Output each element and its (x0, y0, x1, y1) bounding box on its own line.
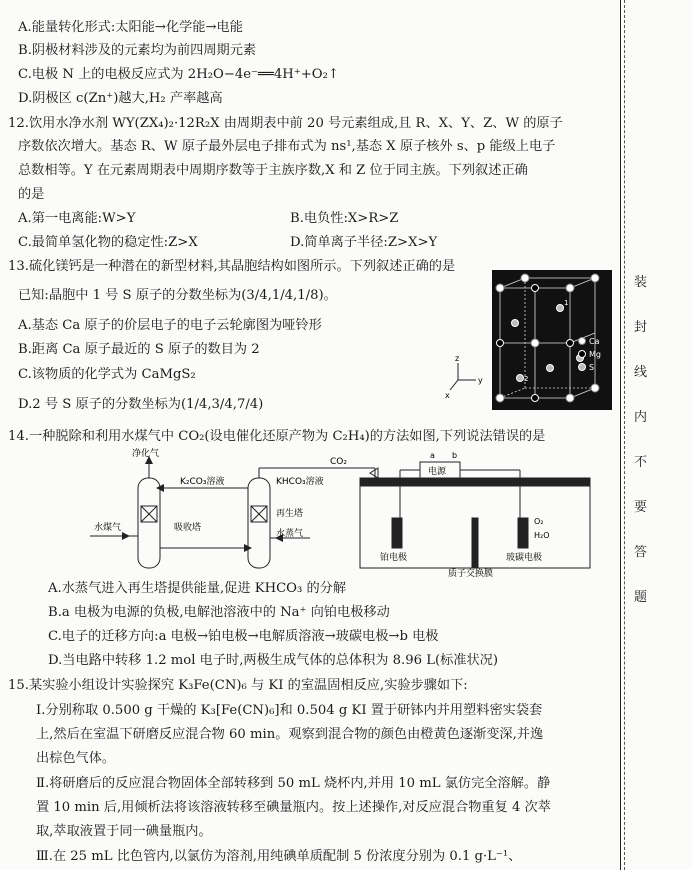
label-absorber-tower: 吸收塔 (174, 523, 202, 533)
label-regenerator-tower: 再生塔 (276, 509, 304, 519)
label-water-gas: 水煤气 (94, 523, 122, 533)
q14-option-a: A.水蒸气进入再生塔提供能量,促进 KHCO₃ 的分解 (48, 581, 347, 596)
label-steam: 水蒸气 (276, 529, 304, 539)
legend-s-marker (579, 364, 586, 371)
label-electrode-a: a (430, 451, 435, 460)
q12-stem-line-3: 总数相等。Y 在元素周期表中周期序数等于主族序数,X 和 Z 位于同主族。下列叙述正确 (18, 163, 528, 178)
q15-body-line-5: 置 10 min 后,用倾析法将该溶液转移至碘量瓶内。按上述操作,对反应混合物重复 4 次萃 (36, 800, 551, 815)
legend-ca-label: Ca (589, 337, 600, 346)
q11-option-d: D.阴极区 c(Zn⁺)越大,H₂ 产率越高 (18, 91, 223, 106)
seal-char-6: 要 (634, 500, 648, 515)
seal-char-3: 线 (634, 365, 648, 380)
label-glassy-carbon-electrode: 玻碳电极 (506, 553, 543, 563)
q13-option-a: A.基态 Ca 原子的价层电子的电子云轮廓图为哑铃形 (18, 318, 322, 333)
q11-option-c: C.电极 N 上的电极反应式为 2H₂O−4e⁻══4H⁺+O₂↑ (18, 67, 339, 82)
legend-s-label: S (589, 363, 595, 372)
q15-body-line-3: 出棕色气体。 (36, 751, 116, 766)
q13-option-d: D.2 号 S 原子的分数坐标为(1/4,3/4,7/4) (18, 397, 264, 412)
q11-option-b: B.阴极材料涉及的元素均为前四周期元素 (18, 43, 257, 58)
platinum-electrode (392, 518, 402, 548)
q14-option-b: B.a 电极为电源的负极,电解池溶液中的 Na⁺ 向铂电极移动 (48, 605, 390, 620)
seal-char-2: 封 (634, 320, 648, 335)
absorber-tower (138, 478, 160, 568)
legend-mg-label: Mg (589, 350, 601, 359)
q15-body-line-2: 上,然后在室温下研磨反应混合物 60 min。观察到混合物的颜色由橙黄色逐渐变深,并逸 (36, 727, 544, 742)
legend-mg-marker (579, 351, 586, 358)
q15-body-line-7: Ⅲ.在 25 mL 比色管内,以氯仿为溶剂,用纯碘单质配制 5 份浓度分别为 0.1 g·L⁻¹、 (36, 849, 522, 864)
axes-indicator (450, 363, 476, 390)
proton-exchange-membrane (472, 518, 478, 568)
q12-stem-line-2: 序数依次增大。基态 R、W 原子最外层电子排布式为 ns¹,基态 X 原子核外 s、p 能级上电子 (18, 139, 556, 154)
legend-ca-marker (579, 338, 586, 345)
atom-label-2: 2 (524, 375, 529, 383)
seal-dashed-line (624, 0, 625, 870)
axis-y-label: y (478, 376, 483, 385)
q15-body-line-4: Ⅱ.将研磨后的反应混合物固体全部转移到 50 mL 烧杯内,并用 10 mL 氯仿完全溶解。静 (36, 776, 551, 791)
q13-option-b: B.距离 Ca 原子最近的 S 原子的数目为 2 (18, 342, 260, 357)
atom-label-1: 1 (564, 299, 569, 307)
q14-option-d: D.当电路中转移 1.2 mol 电子时,两极生成气体的总体积为 8.96 L(标准状况) (48, 653, 498, 668)
seal-char-5: 不 (634, 455, 648, 470)
seal-char-8: 题 (634, 590, 648, 605)
q13-option-c: C.该物质的化学式为 CaMgS₂ (18, 367, 196, 382)
q15-stem: 15.某实验小组设计实验探究 K₃Fe(CN)₆ 与 KI 的室温固相反应,实验步骤如下: (8, 678, 468, 693)
label-co2: CO₂ (330, 457, 347, 467)
seal-char-1: 装 (634, 275, 648, 290)
axis-z-label: z (455, 354, 460, 363)
label-h2o: H₂O (534, 531, 550, 540)
q14-option-c: C.电子的迁移方向:a 电极→铂电极→电解质溶液→玻碳电极→b 电极 (48, 629, 439, 644)
q11-option-a: A.能量转化形式:太阳能→化学能→电能 (18, 20, 243, 35)
axis-x-label: x (445, 391, 450, 400)
crystal-cell-figure (440, 268, 620, 413)
q13-given: 已知:晶胞中 1 号 S 原子的分数坐标为(3/4,1/4,1/8)。 (18, 288, 337, 303)
q14-apparatus-figure (80, 448, 620, 578)
seal-char-4: 内 (634, 410, 648, 425)
q12-option-c: C.最简单氢化物的稳定性:Z>X (18, 235, 198, 250)
label-purified-gas: 净化气 (132, 449, 160, 459)
label-khco3-solution: KHCO₃溶液 (276, 477, 324, 487)
cell-lid (360, 478, 590, 486)
label-o2: O₂ (534, 517, 544, 526)
q12-stem-line-4: 的是 (18, 187, 45, 202)
seal-char-7: 答 (634, 545, 648, 560)
seal-border-line (620, 0, 621, 870)
regenerator-tower (248, 478, 270, 568)
q12-option-d: D.简单离子半径:Z>X>Y (290, 235, 438, 250)
q14-stem: 14.一种脱除和利用水煤气中 CO₂(设电催化还原产物为 C₂H₄)的方法如图,下列说法错误的是 (8, 429, 546, 444)
label-power-source: 电源 (428, 467, 447, 477)
label-platinum-electrode: 铂电极 (380, 553, 408, 563)
q12-stem-line-1: 12.饮用水净水剂 WY(ZX₄)₂·12R₂X 由周期表中前 20 号元素组成,且 R、X、Y、Z、W 的原子 (8, 116, 563, 131)
label-k2co3-solution: K₂CO₃溶液 (180, 477, 225, 487)
label-proton-exchange-membrane: 质子交换膜 (448, 569, 494, 578)
q15-body-line-6: 取,萃取液置于同一碘量瓶内。 (36, 824, 212, 839)
label-electrode-b: b (452, 451, 458, 460)
q12-option-b: B.电负性:X>R>Z (290, 211, 399, 226)
glassy-carbon-electrode (518, 518, 528, 548)
q15-body-line-1: Ⅰ.分别称取 0.500 g 干燥的 K₃[Fe(CN)₆]和 0.504 g KI 置于研钵内并用塑料密实袋套 (36, 703, 543, 718)
q13-stem: 13.硫化镁钙是一种潜在的新型材料,其晶胞结构如图所示。下列叙述正确的是 (8, 259, 456, 274)
q12-option-a: A.第一电离能:W>Y (18, 211, 136, 226)
